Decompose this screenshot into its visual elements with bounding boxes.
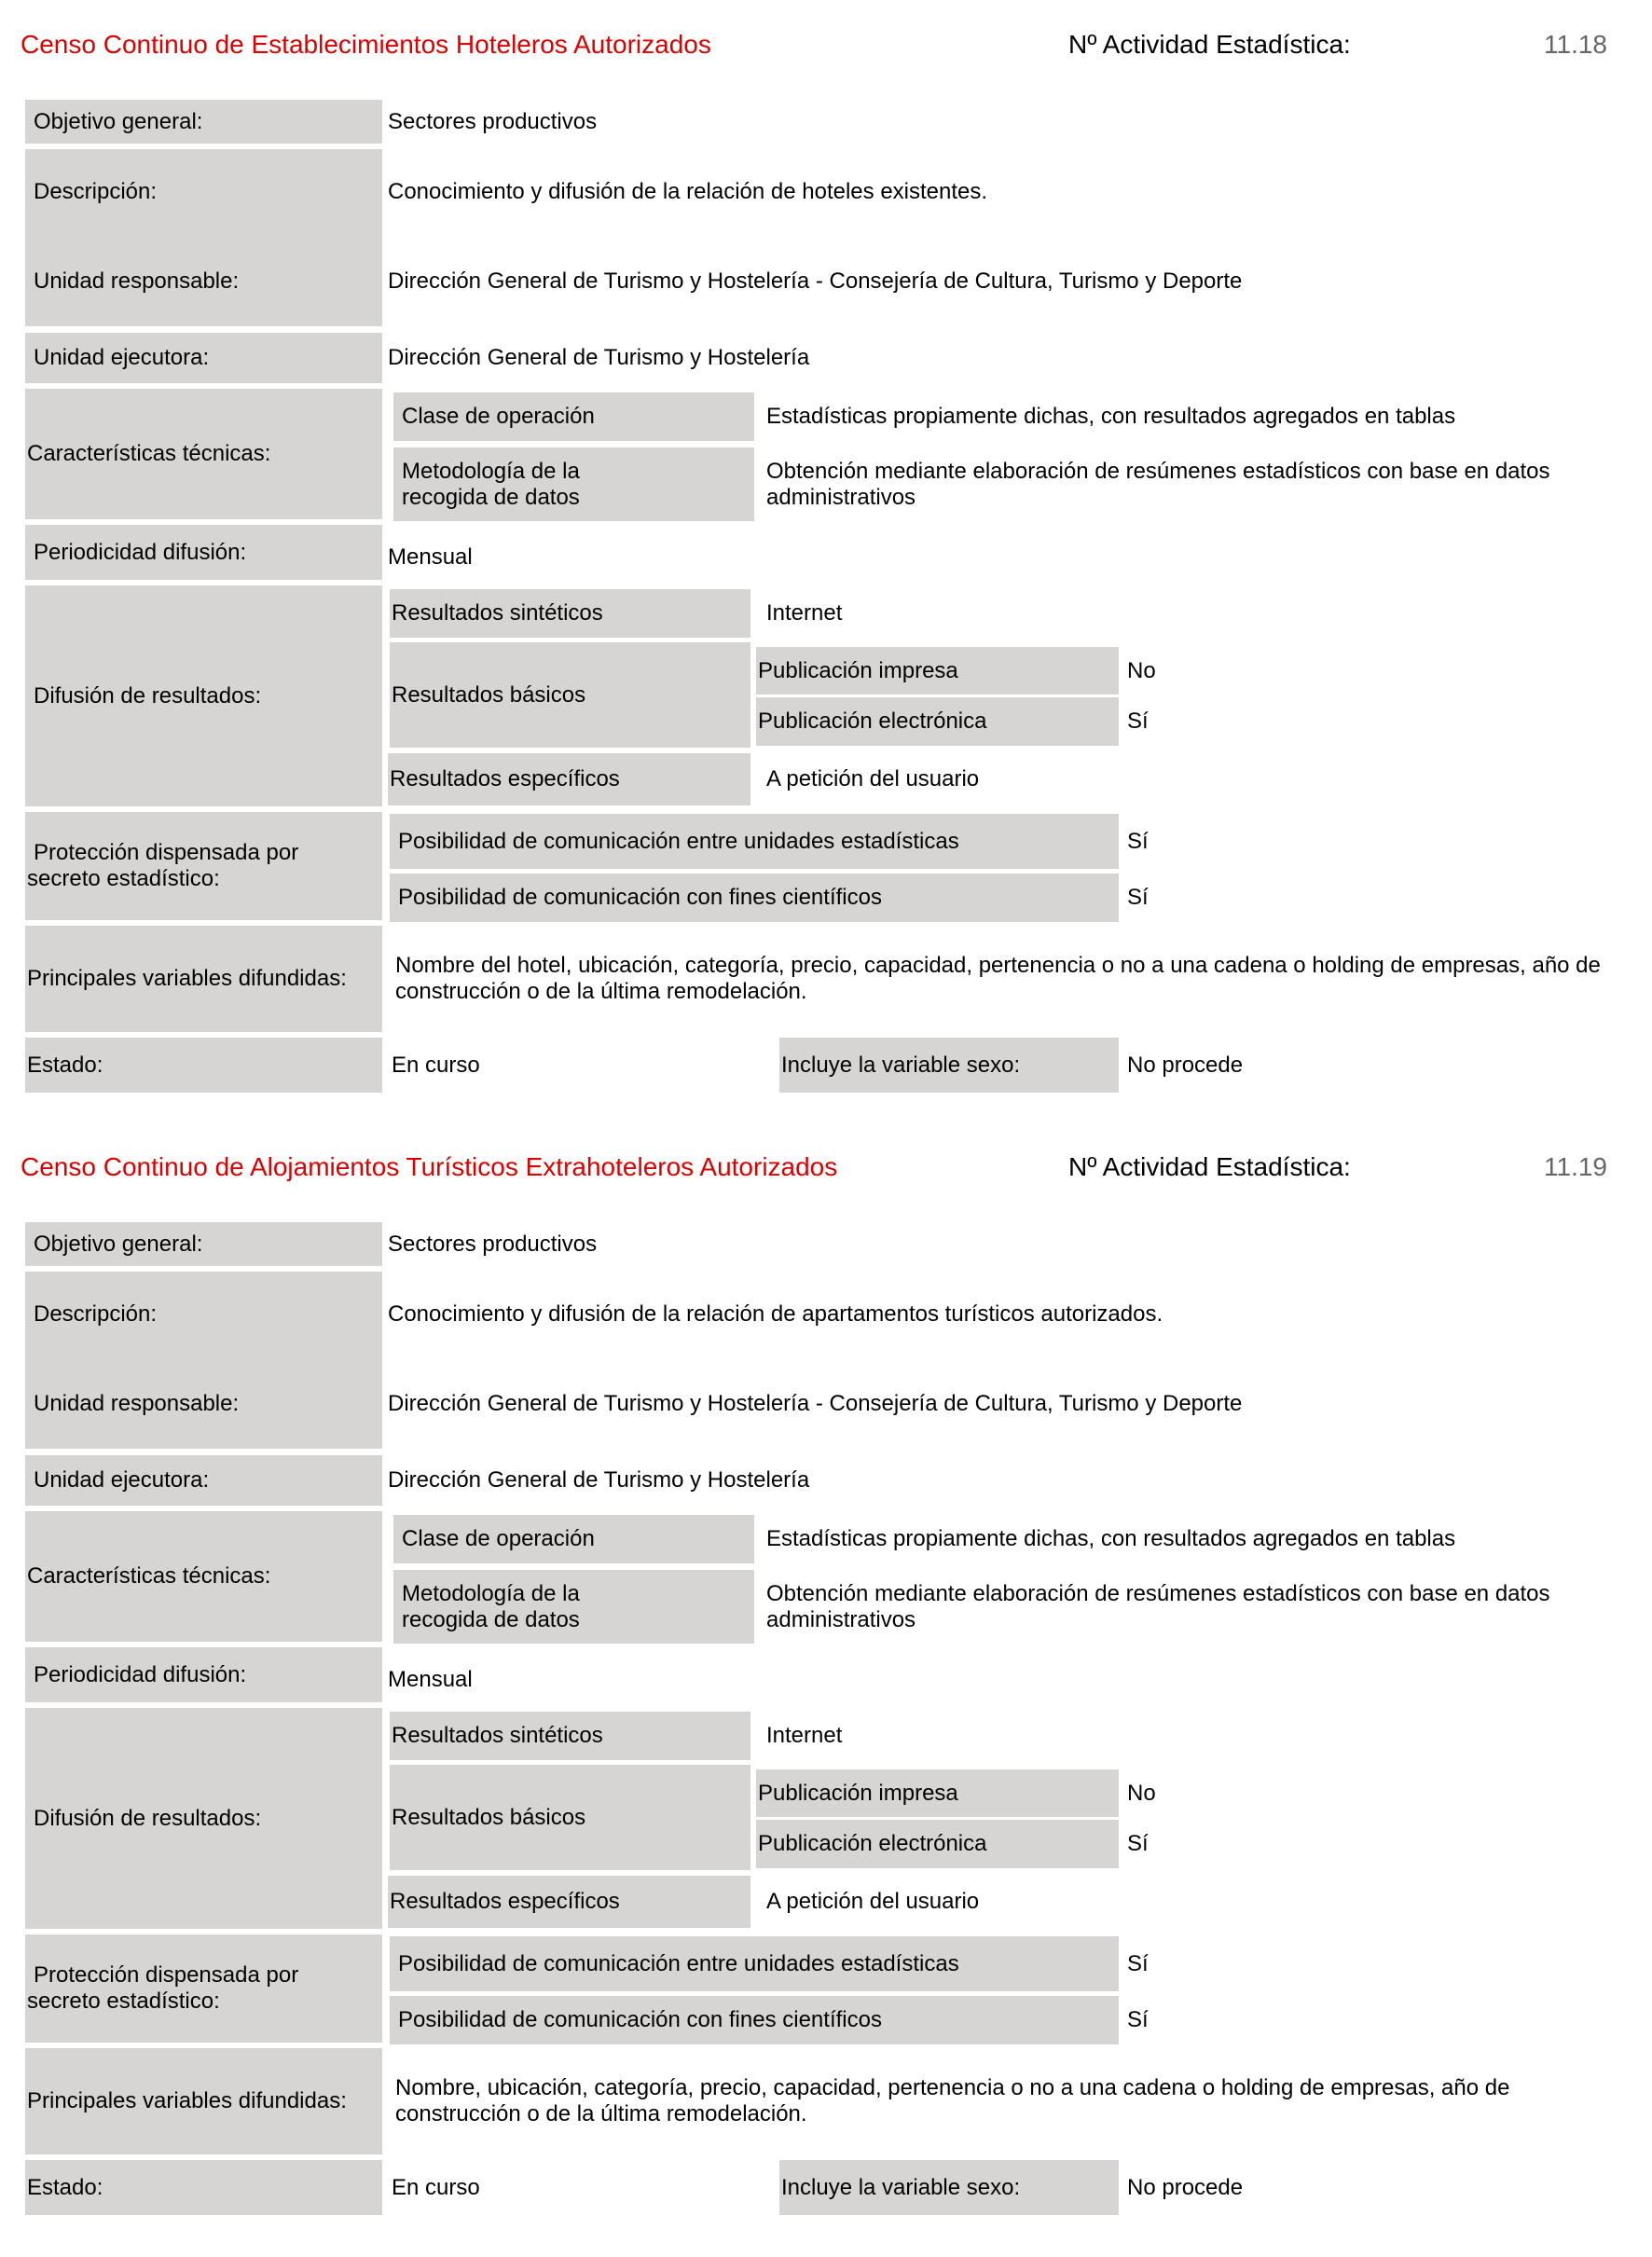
sinteticos-label: Resultados sintéticos: [390, 589, 750, 638]
objetivo-label: Objetivo general:: [25, 1222, 382, 1266]
estado-label: Estado:: [25, 2160, 382, 2215]
estado-value: En curso: [392, 2174, 480, 2200]
metodologia-value: [766, 447, 1605, 521]
sinteticos-label: Resultados sintéticos: [390, 1712, 750, 1760]
variables-value-line1: Nombre del hotel, ubicación, categoría, precio, capacidad, pertenencia o no a una cadena o holding de empresas, año de: [395, 953, 1601, 978]
sinteticos-value: Internet: [766, 1723, 843, 1748]
variables-value: [395, 926, 1607, 1032]
electronica-label: Publicación electrónica: [756, 1820, 1119, 1868]
com-unidades-value: Sí: [1127, 828, 1149, 854]
electronica-label: Publicación electrónica: [756, 697, 1119, 746]
com-unidades-label: Posibilidad de comunicación entre unidades estadísticas: [390, 814, 1119, 869]
impresa-label: Publicación impresa: [756, 1769, 1119, 1817]
electronica-value: Sí: [1127, 709, 1149, 734]
especificos-label: Resultados específicos: [388, 1876, 750, 1928]
responsable-value: Dirección General de Turismo y Hostelería - Consejería de Cultura, Turismo y Deporte: [388, 1391, 1243, 1416]
ejecutora-label: Unidad ejecutora:: [25, 1455, 382, 1506]
impresa-value: No: [1127, 657, 1156, 683]
metodologia-value-line2: administrativos: [766, 484, 916, 510]
metodologia-label-line2: recogida de datos: [402, 1606, 580, 1632]
record-title: Censo Continuo de Alojamientos Turísticos Extrahoteleros Autorizados: [21, 1152, 838, 1181]
responsable-label: Unidad responsable:: [34, 1391, 240, 1416]
ejecutora-value: Dirección General de Turismo y Hostelería: [388, 345, 810, 370]
variables-value-line1: Nombre, ubicación, categoría, precio, capacidad, pertenencia o no a una cadena o holding de empresas, año de: [395, 2075, 1510, 2100]
metodologia-label: [393, 447, 754, 521]
sexo-label: Incluye la variable sexo:: [779, 1038, 1119, 1093]
metodologia-label-line2: recogida de datos: [402, 484, 580, 510]
periodicidad-value: Mensual: [388, 1666, 473, 1692]
proteccion-label-line2: secreto estadístico:: [27, 1989, 220, 2014]
activity-number: 11.18: [1544, 30, 1607, 59]
periodicidad-label: Periodicidad difusión:: [25, 525, 382, 580]
metodologia-label: [393, 1570, 754, 1644]
difusion-label: Difusión de resultados:: [25, 585, 382, 806]
com-cientificos-value: Sí: [1127, 885, 1149, 910]
ejecutora-label: Unidad ejecutora:: [25, 333, 382, 383]
ejecutora-value: Dirección General de Turismo y Hostelería: [388, 1467, 810, 1493]
clase-operacion-label: Clase de operación: [393, 1515, 754, 1563]
metodologia-value-line1: Obtención mediante elaboración de resúmenes estadísticos con base en datos: [766, 458, 1550, 484]
objetivo-value: Sectores productivos: [388, 1231, 598, 1257]
com-cientificos-label: Posibilidad de comunicación con fines científicos: [390, 1996, 1119, 2044]
com-unidades-label: Posibilidad de comunicación entre unidades estadísticas: [390, 1936, 1119, 1991]
especificos-label: Resultados específicos: [388, 753, 750, 805]
especificos-value: A petición del usuario: [766, 766, 980, 791]
basicos-label: Resultados básicos: [390, 642, 750, 748]
objetivo-value: Sectores productivos: [388, 108, 598, 134]
com-cientificos-value: Sí: [1127, 2007, 1149, 2032]
proteccion-label-line2: secreto estadístico:: [27, 866, 220, 891]
sexo-label: Incluye la variable sexo:: [779, 2160, 1119, 2215]
responsable-value: Dirección General de Turismo y Hostelería - Consejería de Cultura, Turismo y Deporte: [388, 268, 1243, 294]
variables-label: Principales variables difundidas:: [25, 2048, 382, 2154]
caracteristicas-label: Características técnicas:: [25, 1511, 382, 1642]
sexo-value: No procede: [1127, 2174, 1244, 2200]
sexo-value: No procede: [1127, 1052, 1244, 1078]
clase-operacion-value: Estadísticas propiamente dichas, con resultados agregados en tablas: [766, 404, 1456, 429]
activity-number-label: Nº Actividad Estadística:: [1068, 30, 1351, 59]
proteccion-label-line1: Protección dispensada por: [34, 1962, 299, 1988]
proteccion-label-line1: Protección dispensada por: [34, 840, 299, 865]
clase-operacion-label: Clase de operación: [393, 392, 754, 441]
clase-operacion-value: Estadísticas propiamente dichas, con resultados agregados en tablas: [766, 1526, 1456, 1551]
metodologia-value-line1: Obtención mediante elaboración de resúmenes estadísticos con base en datos: [766, 1580, 1550, 1606]
record-11-19: [0, 1122, 1652, 2223]
sinteticos-value: Internet: [766, 600, 843, 626]
variables-value: [395, 2048, 1607, 2154]
com-cientificos-label: Posibilidad de comunicación con fines científicos: [390, 874, 1119, 922]
variables-value-line2: construcción o de la última remodelación.: [395, 2101, 807, 2126]
descripcion-value: Conocimiento y difusión de la relación de hoteles existentes.: [388, 179, 988, 204]
record-11-18: [0, 0, 1652, 1100]
impresa-label: Publicación impresa: [756, 647, 1119, 695]
proteccion-label: [25, 1934, 382, 2043]
impresa-value: No: [1127, 1780, 1156, 1806]
variables-label: Principales variables difundidas:: [25, 926, 382, 1032]
periodicidad-value: Mensual: [388, 544, 473, 570]
activity-number-label: Nº Actividad Estadística:: [1068, 1152, 1351, 1181]
periodicidad-label: Periodicidad difusión:: [25, 1647, 382, 1702]
descripcion-label: Descripción:: [34, 1301, 158, 1327]
responsable-label: Unidad responsable:: [34, 268, 240, 294]
basicos-label: Resultados básicos: [390, 1765, 750, 1870]
descripcion-value: Conocimiento y difusión de la relación de apartamentos turísticos autorizados.: [388, 1301, 1163, 1327]
activity-number: 11.19: [1544, 1152, 1607, 1181]
metodologia-label-line1: Metodología de la: [402, 1580, 580, 1606]
electronica-value: Sí: [1127, 1831, 1149, 1856]
caracteristicas-label: Características técnicas:: [25, 389, 382, 519]
objetivo-label: Objetivo general:: [25, 100, 382, 144]
estado-value: En curso: [392, 1052, 480, 1078]
proteccion-label: [25, 812, 382, 920]
descripcion-label: Descripción:: [34, 179, 158, 204]
especificos-value: A petición del usuario: [766, 1889, 980, 1914]
variables-value-line2: construcción o de la última remodelación.: [395, 979, 807, 1004]
difusion-label: Difusión de resultados:: [25, 1708, 382, 1929]
estado-label: Estado:: [25, 1038, 382, 1093]
metodologia-label-line1: Metodología de la: [402, 458, 580, 484]
com-unidades-value: Sí: [1127, 1950, 1149, 1976]
metodologia-value: [766, 1570, 1605, 1644]
record-title: Censo Continuo de Establecimientos Hoteleros Autorizados: [21, 30, 711, 59]
metodologia-value-line2: administrativos: [766, 1606, 916, 1632]
